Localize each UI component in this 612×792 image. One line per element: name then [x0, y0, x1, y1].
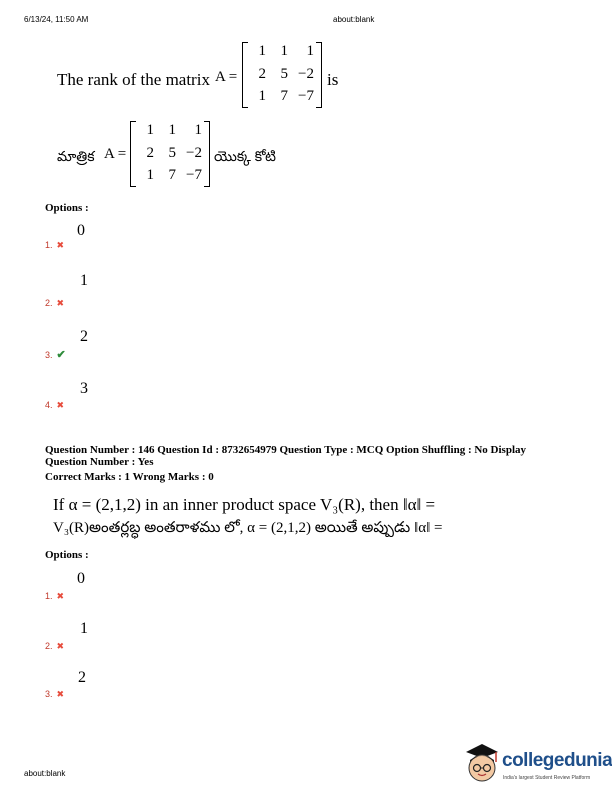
- print-title: about:blank: [333, 15, 375, 24]
- q1-option-3[interactable]: [45, 345, 66, 363]
- x-mark-icon: ✖: [56, 689, 65, 699]
- q1-matrix-label-telugu: A =: [104, 146, 127, 162]
- x-mark-icon: ✖: [56, 240, 65, 250]
- q1-english-prefix: The rank of the matrix: [57, 70, 210, 89]
- q1-option-4-value: 3: [80, 380, 88, 397]
- m-cell: 1: [194, 122, 202, 138]
- collegedunia-logo: [462, 742, 612, 788]
- m-cell: 7: [168, 167, 176, 183]
- q2-option-3[interactable]: [45, 684, 64, 702]
- m-cell: 1: [280, 43, 288, 59]
- q1-english-suffix: is: [327, 70, 339, 89]
- option-number: 1.: [45, 591, 53, 601]
- option-number: 4.: [45, 400, 53, 410]
- m-cell: 5: [168, 145, 176, 161]
- m-cell: 5: [280, 66, 288, 82]
- logo-name: collegedunia: [502, 750, 612, 771]
- q2-option-3-value: 2: [78, 669, 86, 686]
- m-cell: 1: [306, 43, 314, 59]
- x-mark-icon: ✖: [56, 641, 65, 651]
- q1-option-2-value: 1: [80, 272, 88, 289]
- m-cell: −7: [298, 88, 314, 104]
- m-cell: −2: [298, 66, 314, 82]
- q1-option-2[interactable]: [45, 293, 64, 311]
- q2-option-1[interactable]: [45, 586, 64, 604]
- q1-matrix-telugu: [130, 121, 210, 187]
- q1-matrix-english: [242, 42, 322, 108]
- q1-option-1-value: 0: [77, 222, 85, 239]
- option-number: 2.: [45, 641, 53, 651]
- m-cell: 1: [258, 43, 266, 59]
- m-cell: 1: [146, 122, 154, 138]
- m-cell: −7: [186, 167, 202, 183]
- m-cell: 1: [146, 167, 154, 183]
- q1-telugu-suffix: యొక్క కోటి: [214, 148, 276, 164]
- x-mark-icon: ✖: [56, 400, 65, 410]
- footer-url: about:blank: [24, 769, 66, 778]
- q1-option-1[interactable]: [45, 235, 64, 253]
- m-cell: −2: [186, 145, 202, 161]
- q2-option-1-value: 0: [77, 570, 85, 587]
- option-number: 2.: [45, 298, 53, 308]
- x-mark-icon: ✖: [56, 591, 65, 601]
- q1-telugu-prefix: మాత్రిక: [57, 148, 95, 164]
- m-cell: 2: [258, 66, 266, 82]
- q2-option-2-value: 1: [80, 620, 88, 637]
- q1-option-4[interactable]: [45, 395, 64, 413]
- logo-tagline: India's largest Student Review Platform: [503, 775, 591, 781]
- q2-meta-line1: Question Number : 146 Question Id : 8732654979 Question Type : MCQ Option Shuffling : No Display: [45, 444, 527, 456]
- x-mark-icon: ✖: [56, 298, 65, 308]
- q1-option-3-value: 2: [80, 328, 88, 345]
- q2-meta-line2: Question Number : Yes: [45, 456, 154, 468]
- mascot-icon: [462, 742, 502, 786]
- q1-options-label: Options :: [45, 202, 89, 214]
- q2-marks: Correct Marks : 1 Wrong Marks : 0: [45, 471, 214, 483]
- m-cell: 1: [168, 122, 176, 138]
- q2-english: If α = (2,1,2) in an inner product space V₃(R), then ‖α‖ =: [53, 495, 436, 514]
- m-cell: 1: [258, 88, 266, 104]
- check-icon: ✔: [56, 349, 66, 361]
- m-cell: 7: [280, 88, 288, 104]
- print-datetime: 6/13/24, 11:50 AM: [24, 15, 89, 24]
- option-number: 3.: [45, 350, 53, 360]
- m-cell: 2: [146, 145, 154, 161]
- q2-telugu: V₃(R)అంతర్లబ్ధ అంతరాళము లో, α = (2,1,2) అయితే అప్పుడు ‖α‖ =: [53, 520, 443, 536]
- q2-option-2[interactable]: [45, 636, 64, 654]
- option-number: 1.: [45, 240, 53, 250]
- q2-options-label: Options :: [45, 549, 89, 561]
- q1-matrix-label: A =: [215, 69, 238, 85]
- option-number: 3.: [45, 689, 53, 699]
